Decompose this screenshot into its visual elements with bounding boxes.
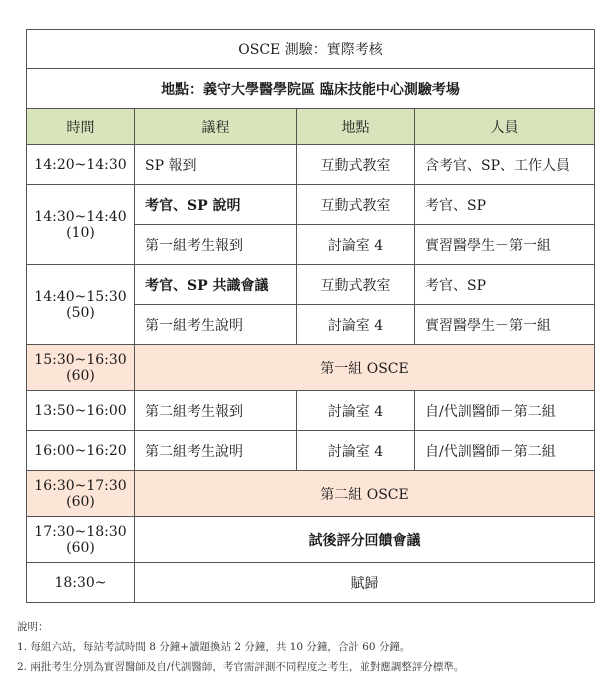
time-duration: (60)	[66, 367, 95, 384]
time-cell	[27, 345, 135, 391]
location-row: 地點：義守大學醫學院區 臨床技能中心測驗考場	[27, 69, 595, 109]
agenda-cell: 考官、SP 說明	[135, 185, 297, 225]
people-cell: 考官、SP	[415, 265, 595, 305]
place-cell: 討論室 4	[297, 431, 415, 471]
time-cell: 18:30~	[27, 563, 135, 603]
time-range: 14:40~15:30	[34, 288, 127, 305]
notes-label: 說明：	[17, 621, 49, 633]
event-cell: 第二組 OSCE	[135, 471, 595, 517]
time-cell: 16:00~16:20	[27, 431, 135, 471]
event-cell: 試後評分回饋會議	[135, 517, 595, 563]
place-cell: 互動式教室	[297, 265, 415, 305]
header-agenda: 議程	[135, 109, 297, 145]
header-place: 地點	[297, 109, 415, 145]
place-cell: 討論室 4	[297, 305, 415, 345]
note-item: 2. 兩批考生分別為實習醫師及自/代訓醫師，考官需評測不同程度之考生，並對應調整評分標準。	[17, 661, 465, 673]
notes	[17, 617, 464, 677]
agenda-cell: 第二組考生說明	[135, 431, 297, 471]
time-range: 14:30~14:40	[34, 208, 127, 225]
agenda-cell: 第二組考生報到	[135, 391, 297, 431]
time-cell	[27, 517, 135, 563]
place-cell: 互動式教室	[297, 145, 415, 185]
time-cell	[27, 185, 135, 265]
people-cell: 實習醫學生－第一組	[415, 225, 595, 265]
table-title: OSCE 測驗：實際考核	[27, 30, 595, 69]
time-range: 16:30~17:30	[34, 477, 127, 494]
time-cell	[27, 471, 135, 517]
people-cell: 考官、SP	[415, 185, 595, 225]
time-duration: (10)	[66, 224, 95, 241]
event-cell: 第一組 OSCE	[135, 345, 595, 391]
agenda-cell: 第一組考生說明	[135, 305, 297, 345]
people-cell: 實習醫學生－第一組	[415, 305, 595, 345]
note-item: 1. 每組六站，每站考試時間 8 分鐘+讀題換站 2 分鐘，共 10 分鐘，合計 60 分鐘。	[17, 641, 411, 653]
time-range: 15:30~16:30	[34, 351, 127, 368]
place-cell: 討論室 4	[297, 225, 415, 265]
agenda-cell: 第一組考生報到	[135, 225, 297, 265]
time-cell: 13:50~16:00	[27, 391, 135, 431]
agenda-cell: 考官、SP 共識會議	[135, 265, 297, 305]
time-duration: (50)	[66, 304, 95, 321]
schedule-table	[26, 29, 595, 603]
place-cell: 討論室 4	[297, 391, 415, 431]
time-cell: 14:20~14:30	[27, 145, 135, 185]
header-time: 時間	[27, 109, 135, 145]
time-range: 17:30~18:30	[34, 523, 127, 540]
time-duration: (60)	[66, 539, 95, 556]
agenda-cell: SP 報到	[135, 145, 297, 185]
time-cell	[27, 265, 135, 345]
people-cell: 自/代訓醫師－第二組	[415, 431, 595, 471]
people-cell: 含考官、SP、工作人員	[415, 145, 595, 185]
people-cell: 自/代訓醫師－第二組	[415, 391, 595, 431]
place-cell: 互動式教室	[297, 185, 415, 225]
time-duration: (60)	[66, 493, 95, 510]
event-cell: 賦歸	[135, 563, 595, 603]
header-people: 人員	[415, 109, 595, 145]
